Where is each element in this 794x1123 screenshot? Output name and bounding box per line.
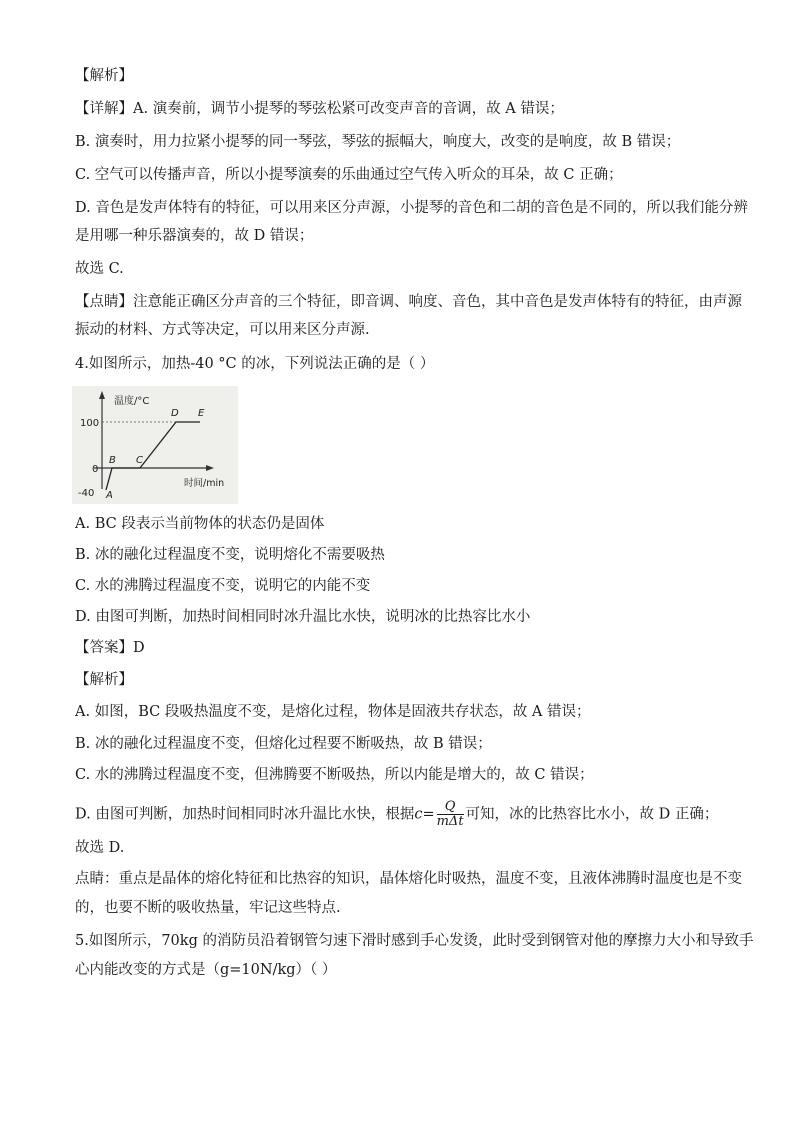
q3-detail-d-line1: D. 音色是发声体特有的特征，可以用来区分声源，小提琴的音色和二胡的音色是不同的，所以我们能分辨 <box>75 200 748 216</box>
specific-heat-formula <box>437 800 464 829</box>
formula-numerator: Q <box>437 800 464 815</box>
q3-tip-line1: 【点睛】注意能正确区分声音的三个特征，即音调、响度、音色，其中音色是发声体特有的特征，由声源 <box>75 294 742 310</box>
q3-detail-c: C. 空气可以传播声音，所以小提琴演奏的乐曲通过空气传入听众的耳朵，故 C 正确； <box>75 167 623 183</box>
y-axis-label: 温度/°C <box>114 396 150 407</box>
q4-analysis-d <box>75 800 718 829</box>
q3-detail-d-line2: 是用哪一种乐器演奏的，故 D 错误； <box>75 228 314 244</box>
q3-analysis-heading: 【解析】 <box>75 68 133 84</box>
q4-analysis-b: B. 冰的融化过程温度不变，但熔化过程要不断吸热，故 B 错误； <box>75 736 492 752</box>
q4-option-a: A. BC 段表示当前物体的状态仍是固体 <box>75 516 325 532</box>
q4-analysis-d-pre: D. 由图可判断，加热时间相同时冰升温比水快，根据 <box>75 806 415 823</box>
q3-choose: 故选 C. <box>75 261 124 277</box>
q4-option-d: D. 由图可判断，加热时间相同时冰升温比水快，说明冰的比热容比水小 <box>75 609 531 625</box>
x-axis-arrow-icon <box>206 465 214 471</box>
q5-stem-line1: 5.如图所示，70kg 的消防员沿着钢管匀速下滑时感到手心发烫，此时受到钢管对他的摩擦力大小和导致手 <box>75 933 754 949</box>
tick-0: 0 <box>92 464 99 475</box>
y-axis-arrow-icon <box>99 391 105 399</box>
tick-100: 100 <box>80 418 100 429</box>
formula-c-equals: c= <box>414 806 435 823</box>
formula-denominator: mΔt <box>436 814 464 829</box>
q3-detail-a: 【详解】A. 演奏前，调节小提琴的琴弦松紧可改变声音的音调，故 A 错误； <box>75 101 564 117</box>
q4-analysis-d-post: 可知，冰的比热容比水小，故 D 正确； <box>465 806 719 823</box>
point-label-b: B <box>109 455 116 466</box>
point-label-d: D <box>171 408 179 419</box>
tick-neg40: -40 <box>78 488 95 499</box>
point-label-a: A <box>106 490 113 501</box>
q4-analysis-heading: 【解析】 <box>75 672 133 688</box>
temperature-time-graph-svg <box>72 386 238 504</box>
q4-temperature-graph <box>72 386 238 504</box>
x-axis-label: 时间/min <box>184 478 225 489</box>
q4-option-c: C. 水的沸腾过程温度不变，说明它的内能不变 <box>75 578 371 594</box>
point-label-c: C <box>136 455 143 466</box>
q4-option-b: B. 冰的融化过程温度不变，说明熔化不需要吸热 <box>75 547 385 563</box>
q4-answer: 【答案】D <box>75 640 145 656</box>
q4-note-line2: 的，也要不断的吸收热量，牢记这些特点. <box>75 900 341 916</box>
point-label-e: E <box>198 408 205 419</box>
q3-tip-line2: 振动的材料、方式等决定，可以用来区分声源. <box>75 322 370 338</box>
q4-analysis-c: C. 水的沸腾过程温度不变，但沸腾要不断吸热，所以内能是增大的，故 C 错误； <box>75 767 594 783</box>
q4-choose: 故选 D. <box>75 840 125 856</box>
q4-analysis-a: A. 如图，BC 段吸热温度不变，是熔化过程，物体是固液共存状态，故 A 错误； <box>75 704 591 720</box>
q3-detail-b: B. 演奏时，用力拉紧小提琴的同一琴弦，琴弦的振幅大，响度大，改变的是响度，故 B 错误； <box>75 134 681 150</box>
q4-stem: 4.如图所示，加热-40 °C 的冰，下列说法正确的是（ ） <box>75 356 435 372</box>
q5-stem-line2: 心内能改变的方式是（g=10N/kg）（ ） <box>75 962 337 978</box>
q4-note-line1: 点睛：重点是晶体的熔化特征和比热容的知识，晶体熔化时吸热，温度不变，且液体沸腾时温度也是不变 <box>75 871 742 887</box>
